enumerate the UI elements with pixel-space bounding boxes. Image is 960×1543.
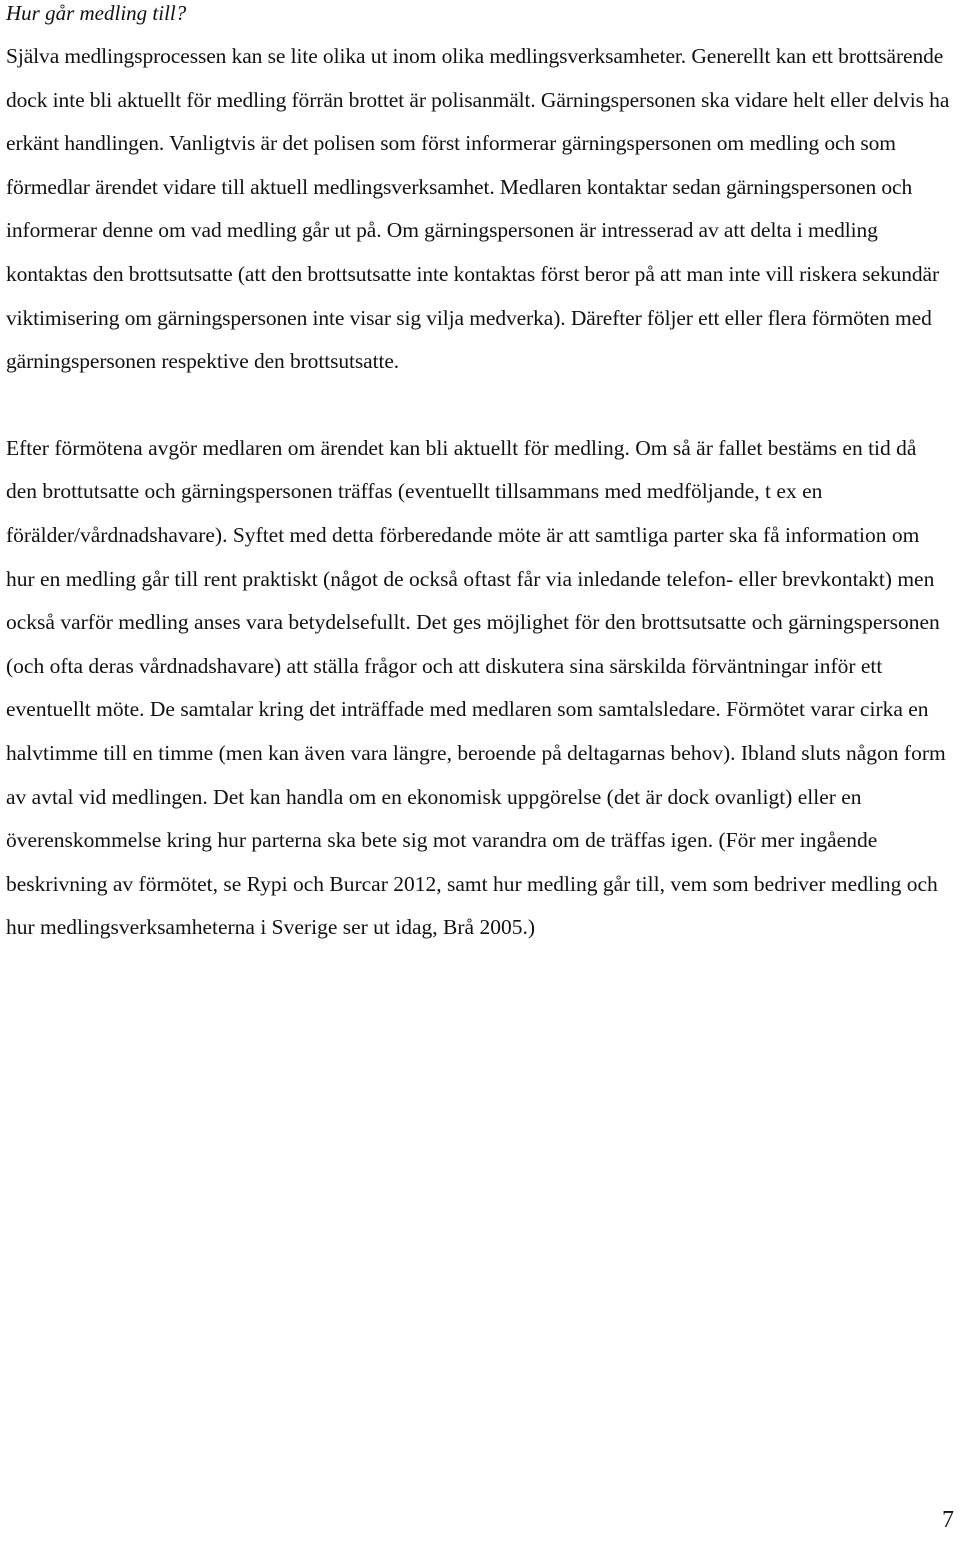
page-number: 7 bbox=[942, 1507, 954, 1533]
document-page bbox=[6, 0, 950, 950]
section-heading: Hur går medling till? bbox=[6, 1, 187, 25]
paragraph-pre-meetings: Efter förmötena avgör medlaren om ärendet kan bli aktuellt för medling. Om så är fallet bestäms en tid då den brottutsatte och gärningspersonen träffas (eventuellt tillsammans med medföljande, t ex en förälder/vårdnadshavare). Syftet med detta förberedande möte är att samtliga parter ska få information om hur en medling går till rent praktiskt (något de också oftast får via inledande telefon- eller brevkontakt) men också varför medling anses vara betydelsefullt. Det ges möjlighet för den brottsutsatte och gärningspersonen (och ofta deras vårdnadshavare) att ställa frågor och att diskutera sina särskilda förväntningar inför ett eventuellt möte. De samtalar kring det inträffade med medlaren som samtalsledare. Förmötet varar cirka en halvtimme till en timme (men kan även vara längre, beroende på deltagarnas behov). Ibland sluts någon form av avtal vid medlingen. Det kan handla om en ekonomisk uppgörelse (det är dock ovanligt) eller en överenskommelse kring hur parterna ska bete sig mot varandra om de träffas igen. (För mer ingående beskrivning av förmötet, se Rypi och Burcar 2012, samt hur medling går till, vem som bedriver medling och hur medlingsverksamheterna i Sverige ser ut idag, Brå 2005.) bbox=[6, 435, 946, 940]
paragraph-mediation-process: Själva medlingsprocessen kan se lite olika ut inom olika medlingsverksamheter. Generellt kan ett brottsärende dock inte bli aktuellt för medling förrän brottet är polisanmält. Gärningspersonen ska vidare helt eller delvis ha erkänt handlingen. Vanligtvis är det polisen som först informerar gärningspersonen om medling och som förmedlar ärendet vidare till aktuell medlingsverksamhet. Medlaren kontaktar sedan gärningspersonen och informerar denne om vad medling går ut på. Om gärningspersonen är intresserad av att delta i medling kontaktas den brottsutsatte (att den brottsutsatte inte kontaktas först beror på att man inte vill riskera sekundär viktimisering om gärningspersonen inte visar sig vilja medverka). Därefter följer ett eller flera förmöten med gärningspersonen respektive den brottsutsatte. bbox=[6, 44, 950, 374]
